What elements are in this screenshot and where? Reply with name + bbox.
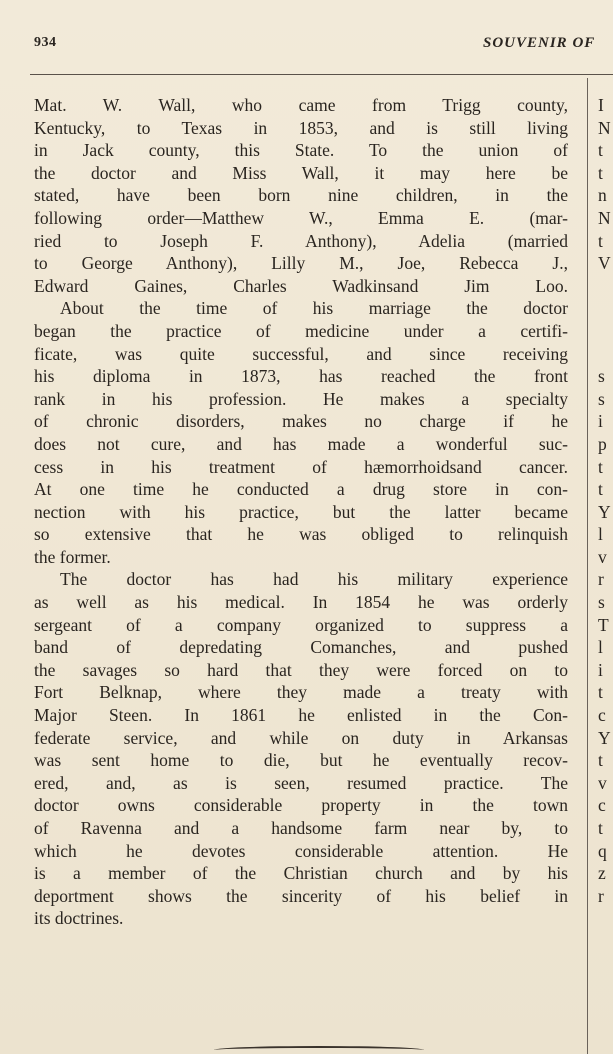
fragment-letter: z <box>598 863 606 884</box>
text-line: rank in his profession. He makes a specialty <box>34 388 568 409</box>
text-line: the doctor and Miss Wall, it may here be <box>34 162 568 183</box>
fragment-letter: n <box>598 185 607 206</box>
adjacent-column-fragment <box>598 94 613 907</box>
fragment-letter: t <box>598 162 603 183</box>
text-line: of chronic disorders, makes no charge if he <box>34 411 568 432</box>
text-line: his diploma in 1873, has reached the front <box>34 366 568 387</box>
fragment-letter: N <box>598 117 611 138</box>
text-line: which he devotes considerable attention. He <box>34 840 568 861</box>
fragment-letter: p <box>598 433 607 454</box>
fragment-letter: t <box>598 456 603 477</box>
text-line: stated, have been born nine children, in the <box>34 185 568 206</box>
main-text-column <box>34 94 568 930</box>
fragment-letter: v <box>598 772 607 793</box>
fragment-letter <box>598 275 613 298</box>
text-line: Fort Belknap, where they made a treaty with <box>34 682 568 703</box>
fragment-letter: i <box>598 411 603 432</box>
text-line: Kentucky, to Texas in 1853, and is still living <box>34 117 568 138</box>
text-line: nection with his practice, but the latter became <box>34 501 568 522</box>
text-line: ered, and, as is seen, resumed practice. The <box>34 772 568 793</box>
header-rule <box>30 74 613 75</box>
fragment-letter: Y <box>598 501 611 522</box>
paragraph-start-line: The doctor has had his military experience <box>60 569 568 590</box>
page-number: 934 <box>34 35 57 50</box>
text-line: to George Anthony), Lilly M., Joe, Rebecca J., <box>34 253 568 274</box>
text-line: in Jack county, this State. To the union of <box>34 140 568 161</box>
text-line: Edward Gaines, Charles Wadkinsand Jim Loo. <box>34 275 568 296</box>
text-line: the savages so hard that they were forced on to <box>34 659 568 680</box>
fragment-letter: s <box>598 366 605 387</box>
fragment-letter: Y <box>598 727 611 748</box>
text-line: ried to Joseph F. Anthony), Adelia (married <box>34 230 568 251</box>
text-line: Major Steen. In 1861 he enlisted in the Con- <box>34 705 568 726</box>
text-line: is a member of the Christian church and by his <box>34 863 568 884</box>
fragment-letter: N <box>598 207 611 228</box>
fragment-letter: T <box>598 614 609 635</box>
fragment-letter: i <box>598 659 603 680</box>
text-line: as well as his medical. In 1854 he was orderly <box>34 592 568 613</box>
fragment-letter: t <box>598 230 603 251</box>
text-line: At one time he conducted a drug store in con- <box>34 479 568 500</box>
fragment-letter: t <box>598 750 603 771</box>
fragment-letter: V <box>598 253 611 274</box>
fragment-letter <box>598 320 613 343</box>
fragment-letter: q <box>598 840 607 861</box>
fragment-letter <box>598 343 613 366</box>
fragment-letter: v <box>598 546 607 567</box>
paragraph-start-line: About the time of his marriage the doctor <box>60 298 568 319</box>
text-line: deportment shows the sincerity of his belief in <box>34 885 568 906</box>
text-line: ficate, was quite successful, and since receiving <box>34 343 568 364</box>
fragment-letter: t <box>598 682 603 703</box>
fragment-letter: s <box>598 388 605 409</box>
page-header <box>34 35 613 59</box>
fragment-letter: t <box>598 140 603 161</box>
fragment-letter: c <box>598 795 606 816</box>
text-line: was sent home to die, but he eventually recov- <box>34 750 568 771</box>
fragment-letter: l <box>598 524 603 545</box>
running-title: SOUVENIR OF <box>483 35 596 51</box>
text-line: doctor owns considerable property in the town <box>34 795 568 816</box>
fragment-letter: c <box>598 705 606 726</box>
text-line: following order—Matthew W., Emma E. (mar- <box>34 207 568 228</box>
fragment-letter: r <box>598 885 604 906</box>
text-line: Mat. W. Wall, who came from Trigg county, <box>34 95 568 115</box>
paragraph-end-line: its doctrines. <box>34 908 124 929</box>
text-line: federate service, and while on duty in Arkansas <box>34 727 568 748</box>
text-line: began the practice of medicine under a certifi- <box>34 320 568 341</box>
fragment-letter: t <box>598 818 603 838</box>
text-line: so extensive that he was obliged to relinquish <box>34 524 568 545</box>
fragment-letter: s <box>598 592 605 613</box>
fragment-letter: t <box>598 479 603 500</box>
fragment-letter: l <box>598 637 603 658</box>
fragment-letter <box>598 297 613 320</box>
text-line: cess in his treatment of hæmorrhoidsand cancer. <box>34 456 568 477</box>
text-line: of Ravenna and a handsome farm near by, to <box>34 818 568 838</box>
column-divider <box>587 78 588 1054</box>
text-line: sergeant of a company organized to suppress a <box>34 614 568 635</box>
text-line: does not cure, and has made a wonderful suc- <box>34 433 568 454</box>
section-end-ornament <box>214 1046 424 1054</box>
fragment-letter: r <box>598 569 604 590</box>
paragraph-end-line: the former. <box>34 546 111 567</box>
fragment-letter: I <box>598 95 604 115</box>
text-line: band of depredating Comanches, and pushed <box>34 637 568 658</box>
